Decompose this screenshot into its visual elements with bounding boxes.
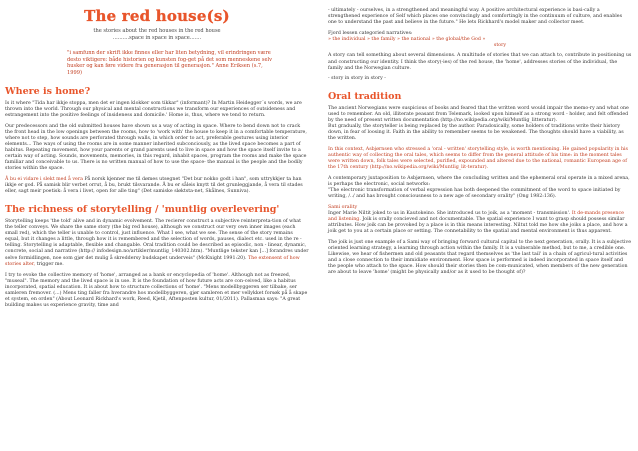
heading-where-is-home: Where is home? <box>5 85 91 97</box>
right-column <box>328 8 632 280</box>
paragraph-oral-4: A contemporary juxtaposition to Asbjørnsen, where the concluding written and the ephemeral oral operate in a mixed arena, is perhaps the electronic, social networks: <box>328 175 630 187</box>
highlight-text: The extensent of how stories alter, <box>5 255 300 267</box>
layers-story: story <box>493 42 507 48</box>
paragraph-oral-1: The ancient Norwegians were suspicious of books and feared that the written word would impair the memo-ry and what one used to remember. An old, illiterate peasant from Telemark, looked upon himself as a strong word - holder, and felt offended by the need of present written documentation (http://no.wikipedia.org/wiki/Muntlig_litteratur). <box>328 106 629 124</box>
paragraph-text: På norsk kjenner me til dømes utsegnet "Det bur nokko godt i han", som uttrykkjer ta han ikkje er god. På samisk blir verbet orrut, å bu, brukt tilsvarande. Å bu er såleis knytt til det grunleggjande, å vera til stades eller, sagt meir poetisk: å vera i livet, open for alle ting" (Det samiske sløktsta-net, Skålnes, Sunniva). <box>5 177 303 195</box>
paragraph-sami-2: The joik is just one example of a Sami way of bringing forward cultural capital to the next generation, orally. It is a subjective oriented learning strategy, a learning through action within the family. It is a vulnerable method, but to me, a credible one. <box>328 239 632 251</box>
paragraph-oral-3: In this context, Asbjørnsen who stressed a 'oral - written' storytelling style, is worth mentioning. He gained popularity in his authentic way of collecting the oral tales, which seems to differ from the general attitude of his time: in the moment tales were written down, folk tales were selected, purified, expounded and altered due to the national, romantic European age of the 17th century (http://no.wikipedia.org/wiki/Muntlig_lit-teratur). <box>328 147 628 171</box>
heading-oral-tradition: Oral tradition <box>328 91 402 103</box>
paragraph-text: Storytelling keeps 'the told' alive and in dynamic evolvement. The recierer construct a subjective reinterpreta-tion of what the teller conveys. We share the same story (the big red house), although we construct our very own inner images (each small red), which the teller is unable to control, just influence. What I see, what we see. The sense of the story remains equal, but it changes a little, through how it is remembered and the selection of words, pauses, dialect etc. used in the re - telling. Storytelling is adaptable, flexible and changable. Oral tradition could be described as episodic, non - linear, dynamic, concrete, social and narrative (http:// infodesign.no/artikler/muntlig_140302.htm). "Muntlige tekster kan [...] forandres under selve formidlingen, noe som gjør det mulig å skreddersy budskapet underveis" (McKnight 1991:20). <box>5 219 309 261</box>
story-in-story: - story in story in story - <box>328 76 386 82</box>
paragraph-text: Inger Marie Niltit joked to us in Kautokeino. She introduced us to joik, as a 'moment - transmission'. <box>328 210 572 216</box>
paragraph-sami-3: Likewise, we hear of fishermen and old peasants that regard themselves as 'the last tail' in a chain of agricul-tural activities and a close connection to their immidiate environment. How space is performed is indeed incorporated in space itself and the people who attach to the space. How should their stories then be com-municated, when members of the new generation are about to leave 'home' (might be physically and/or as it used to be thought of)? <box>328 251 628 275</box>
paragraph-text: trigger me. <box>35 261 64 267</box>
page-title: The red house(s) <box>84 7 230 25</box>
paragraph-layers-body: A story can tell something about several dimensions. A multitude of stories that we can attach to, contribute in positioning us and constructing our identity. I think the story(-ies) of the red house, the 'home', addresses stories of the individual, the family and the Norwegian culture. <box>328 53 632 71</box>
left-column <box>5 8 309 314</box>
paragraph-where-2: Our predecessors and the old submitted houses have shown us a way of acting in space. Where to bend down not to crack the front head in the low openings between the rooms, how to 'work with' the house to keep it in a comfortable temperature, where not to step, how sounds are perforated through walls, in which order to act, preferable gestures using interior elements... The ways of using the rooms are in some manner inherited subconciously, as the lived space becomes a part of habitus. Repeating movement, how your parents or grand parents used to live in space and how the space itself invite to a certain way of acting. Sounds, movements, memories, in this regard, inhabit spaces, program the rooms and make the space familiar and conceivable to us. There is no written manual of how to use the space- the manual is the people and the bodily stories within the space. <box>5 123 307 172</box>
paragraph-continuation: - ultimately - ourselves, in a strengthened and meaningful way. A positive architectural experience is basi-cally a strengthened experience of Self which places one convincingly and comfortingly in the continuum of culture, and enables one to understand the past and believe in the future." He lets Rickhard's model maker and collector meet. <box>328 8 623 26</box>
subtitle-line-1: the stories about the red houses in the red house <box>93 28 221 34</box>
paragraph-where-1: Is it where "Tida har ikkje stoppa, men det er ingen klokker som tikkar" (informant)? In Martin Heidegger´s words, we are thrown into the world. Through our physical and mental constructions we transform our experiences of outsideness and estrangement into the positive feelings of insideness and domicile.' Home is, thus, where we tend to return. <box>5 100 302 118</box>
paragraph-storytelling-2: I try to evoke the collective memory of 'home', arranged as a bank or encyclopedia of 'home'. Although not as freezed, "museal". The memory and the lived space is in use. It is the foundation of how future acts are con-ceived, like a habitus incorporated, spatial education. It is about how to structure collections of 'home'. "Mens modellbyggeren ser tilbake, ser samleren fremover. (...) Mens ting faller fra hverandre hos modellbyggeren, gjør samleren et mer vellykket forsøk på å skape et system, en orden" (About Leonard Rickhard's work, Reed, Kjetil, Aftenposten kultur, 01/2011). Pallasmaa says: "A great building makes us experience gravity, time and <box>5 272 308 308</box>
subtitle-line-2: ..........space in space in space....... <box>112 34 202 41</box>
sami-orality-heading: Sami orality <box>328 204 358 210</box>
heading-storytelling: The richness of storytelling / 'muntlig overlevering' <box>5 204 280 216</box>
eriksen-quote: "i samfunn der skrift ikke finnes eller har liten betydning, vil erindringen være desto viktigere: både historien og kunsten fog-get på det som menneskene selv husker og kan føre videre fra generasjon til generasjon." Anne Eriksen (s.7, 1999) <box>67 50 272 76</box>
layers-list: » the individual » the family » the national » the global/the God » <box>328 36 486 42</box>
paragraph-sami-1 <box>328 211 632 235</box>
paragraph-text: Joik is orally concieved and not documentable. The spatial experience I want to grasp should possess similar attributes. How joik can be provoked by a place is in this means interesting. Niltut told me how she joiks a place, and how a joik get to you at a certain place or setting. The connetability to the spatial and mental environment is thus apparent. <box>328 216 628 234</box>
paragraph-where-3 <box>5 177 309 195</box>
paragraph-oral-5: "The electronic transformation of verbal expression has both deepened the commitment of the word to space initiated by writing, /../ and has brought consciousness to a new age of secondary orality" (Ong 1982:136). <box>328 188 621 200</box>
highlight-text: It de-mands presence and listening. <box>328 210 624 222</box>
title-block <box>5 8 309 41</box>
paragraph-storytelling-1 <box>5 219 309 267</box>
highlight-text: Å bu ei vidare i slekt med å vera <box>5 177 83 183</box>
paragraph-layers-intro: Fjord lessen categoried narratives: <box>328 30 413 36</box>
paragraph-oral-2: But gradually, the storyteller is being replaced by the author. Paradoxically, some holders of traditions write their history down, in fear of loosing it. Faith in the ability to remember seems to be weakened. The thoughts should have a viability, as the written. <box>328 124 624 142</box>
